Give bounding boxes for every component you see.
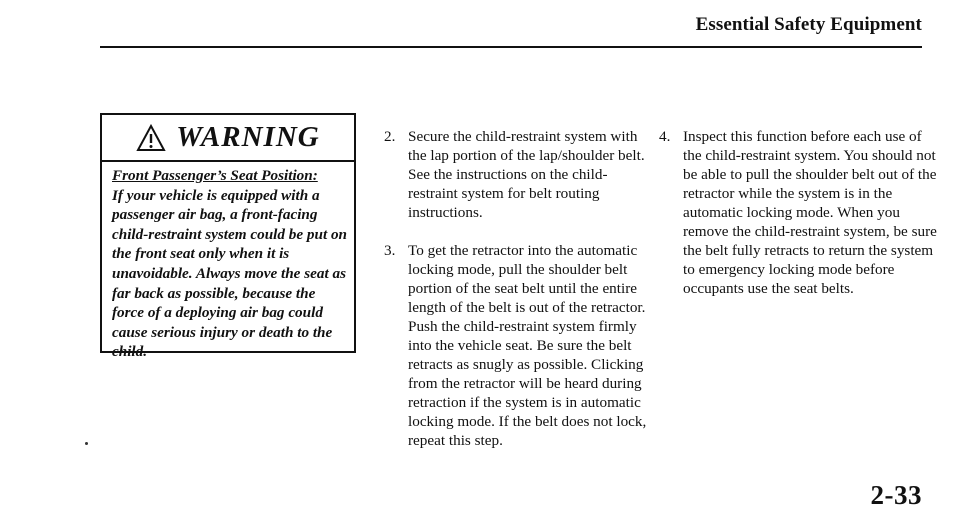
scan-speck bbox=[85, 442, 88, 445]
instructions-column-right bbox=[659, 127, 939, 317]
warning-header bbox=[102, 115, 354, 162]
warning-subheading: Front Passenger’s Seat Position: bbox=[112, 167, 318, 184]
warning-triangle-icon bbox=[136, 124, 166, 152]
page-number: 2-33 bbox=[870, 480, 922, 510]
warning-title: WARNING bbox=[176, 121, 320, 153]
header-divider bbox=[100, 46, 922, 48]
step-item bbox=[659, 127, 939, 298]
instructions-column-middle bbox=[384, 127, 654, 469]
page-header-title: Essential Safety Equipment bbox=[695, 14, 922, 35]
step-item bbox=[384, 241, 654, 450]
warning-box bbox=[100, 113, 356, 361]
step-number: 3. bbox=[384, 242, 396, 259]
warning-body bbox=[102, 162, 354, 362]
step-number: 4. bbox=[659, 128, 671, 145]
step-item bbox=[384, 127, 654, 222]
step-text: Inspect this function before each use of the child-restraint system. You should not be able to pull the shoulder belt out of the retractor while the system is in the automatic locking mode. When you remove the child-restraint system, be sure the belt fully retracts to return the system to emergency locking mode before occupants use the seat belts. bbox=[683, 128, 937, 297]
step-text: To get the retractor into the automatic locking mode, pull the shoulder belt portion of the seat belt until the entire length of the belt is out of the retractor. Push the child-restraint system firmly into the vehicle seat. Be sure the belt retracts as snugly as possible. Clicking from the retractor will be heard during retraction if the system is in automatic locking mode. If the belt does not lock, repeat this step. bbox=[408, 242, 647, 449]
step-number: 2. bbox=[384, 128, 396, 145]
step-text: Secure the child-restraint system with the lap portion of the lap/shoulder belt. See the instructions on the child-restraint system for belt routing instructions. bbox=[408, 128, 645, 221]
warning-text: If your vehicle is equipped with a passenger air bag, a front-facing child-restraint system could be put on the front seat only when it is unavoidable. Always move the seat as far back as possible, because the force of a deploying air bag could cause serious injury or death to the child. bbox=[112, 186, 347, 361]
